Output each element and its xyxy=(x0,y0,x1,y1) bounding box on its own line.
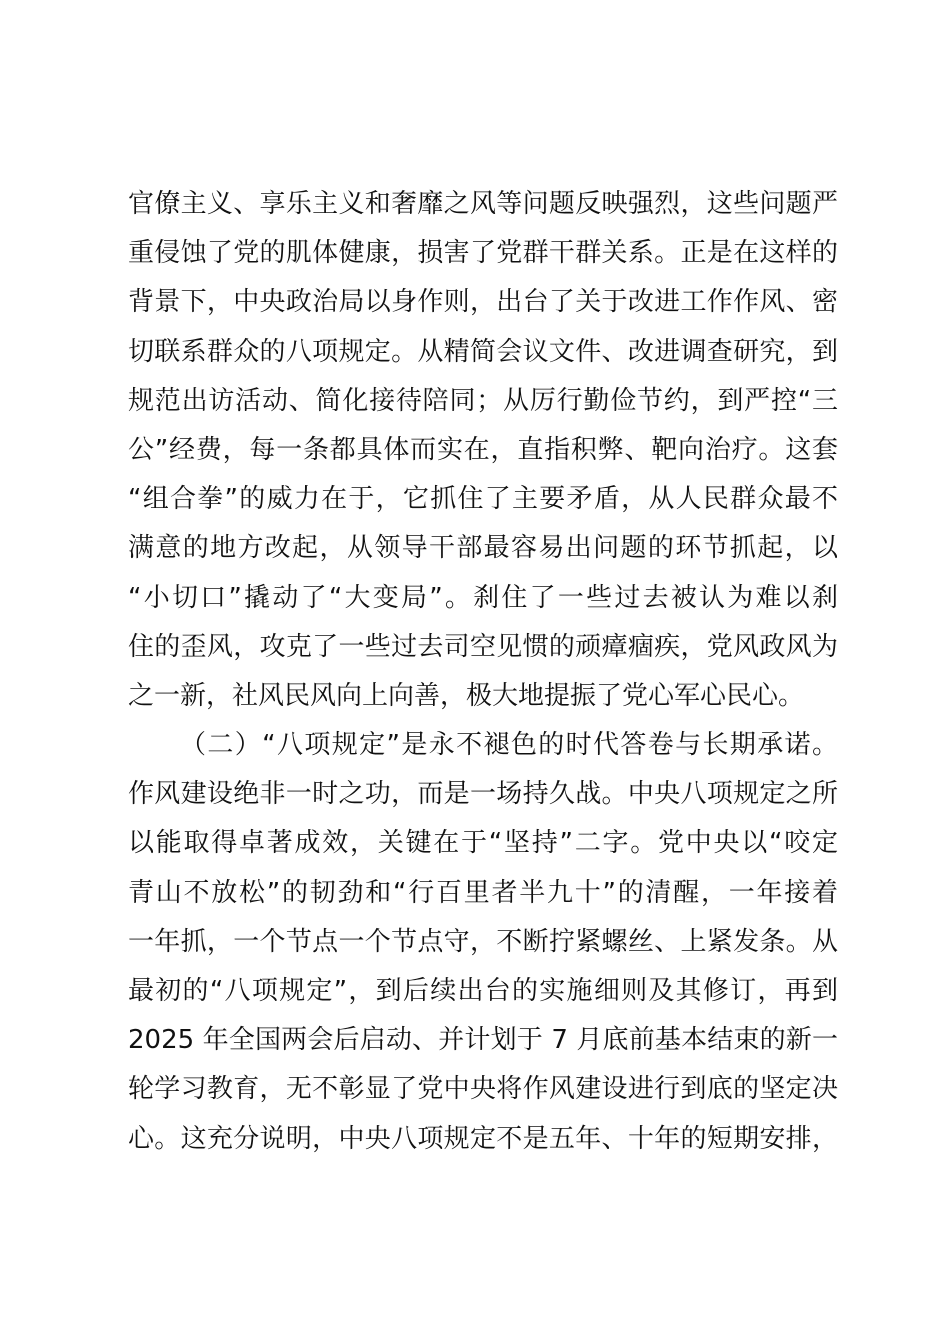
text-line: 心。这充分说明，中央八项规定不是五年、十年的短期安排， xyxy=(128,1123,838,1154)
paragraph-last-line: 之一新，社风民风向上向善，极大地提振了党心军心民心。 xyxy=(128,680,805,711)
text-line: 切联系群众的八项规定。从精简会议文件、改进调查研究，到 xyxy=(128,336,838,367)
text-line: 2025 年全国两会后启动、并计划于 7 月底前基本结束的新一 xyxy=(128,1025,838,1056)
document-body xyxy=(128,180,838,1164)
text-line: 官僚主义、享乐主义和奢靡之风等问题反映强烈，这些问题严 xyxy=(128,189,838,219)
text-line: 规范出访活动、简化接待陪同；从厉行勤俭节约，到严控“三 xyxy=(128,385,838,416)
text-line: 一年抓，一个节点一个节点守，不断拧紧螺丝、上紧发条。从 xyxy=(128,926,838,957)
text-line: 以能取得卓著成效，关键在于“坚持”二字。党中央以“咬定 xyxy=(128,828,838,859)
text-line: 背景下，中央政治局以身作则，出台了关于改进工作作风、密 xyxy=(128,287,838,318)
text-line: 轮学习教育，无不彰显了党中央将作风建设进行到底的坚定决 xyxy=(128,1074,838,1105)
text-line: 公”经费，每一条都具体而实在，直指积弊、靶向治疗。这套 xyxy=(128,434,838,465)
text-line: 作风建设绝非一时之功，而是一场持久战。中央八项规定之所 xyxy=(128,779,838,810)
text-line: 满意的地方改起，从领导干部最容易出问题的环节抓起，以 xyxy=(128,533,838,564)
text-line: 重侵蚀了党的肌体健康，损害了党群干群关系。正是在这样的 xyxy=(128,238,838,269)
section-heading-line: （二）“八项规定”是永不褪色的时代答卷与长期承诺。 xyxy=(180,730,838,761)
text-line: “组合拳”的威力在于，它抓住了主要矛盾，从人民群众最不 xyxy=(128,484,838,515)
text-line: 住的歪风，攻克了一些过去司空见惯的顽瘴痼疾，党风政风为 xyxy=(128,631,838,662)
text-line: 青山不放松”的韧劲和“行百里者半九十”的清醒，一年接着 xyxy=(128,877,838,908)
text-line: “小切口”撬动了“大变局”。刹住了一些过去被认为难以刹 xyxy=(128,582,838,613)
text-line: 最初的“八项规定”，到后续出台的实施细则及其修订，再到 xyxy=(128,976,838,1006)
